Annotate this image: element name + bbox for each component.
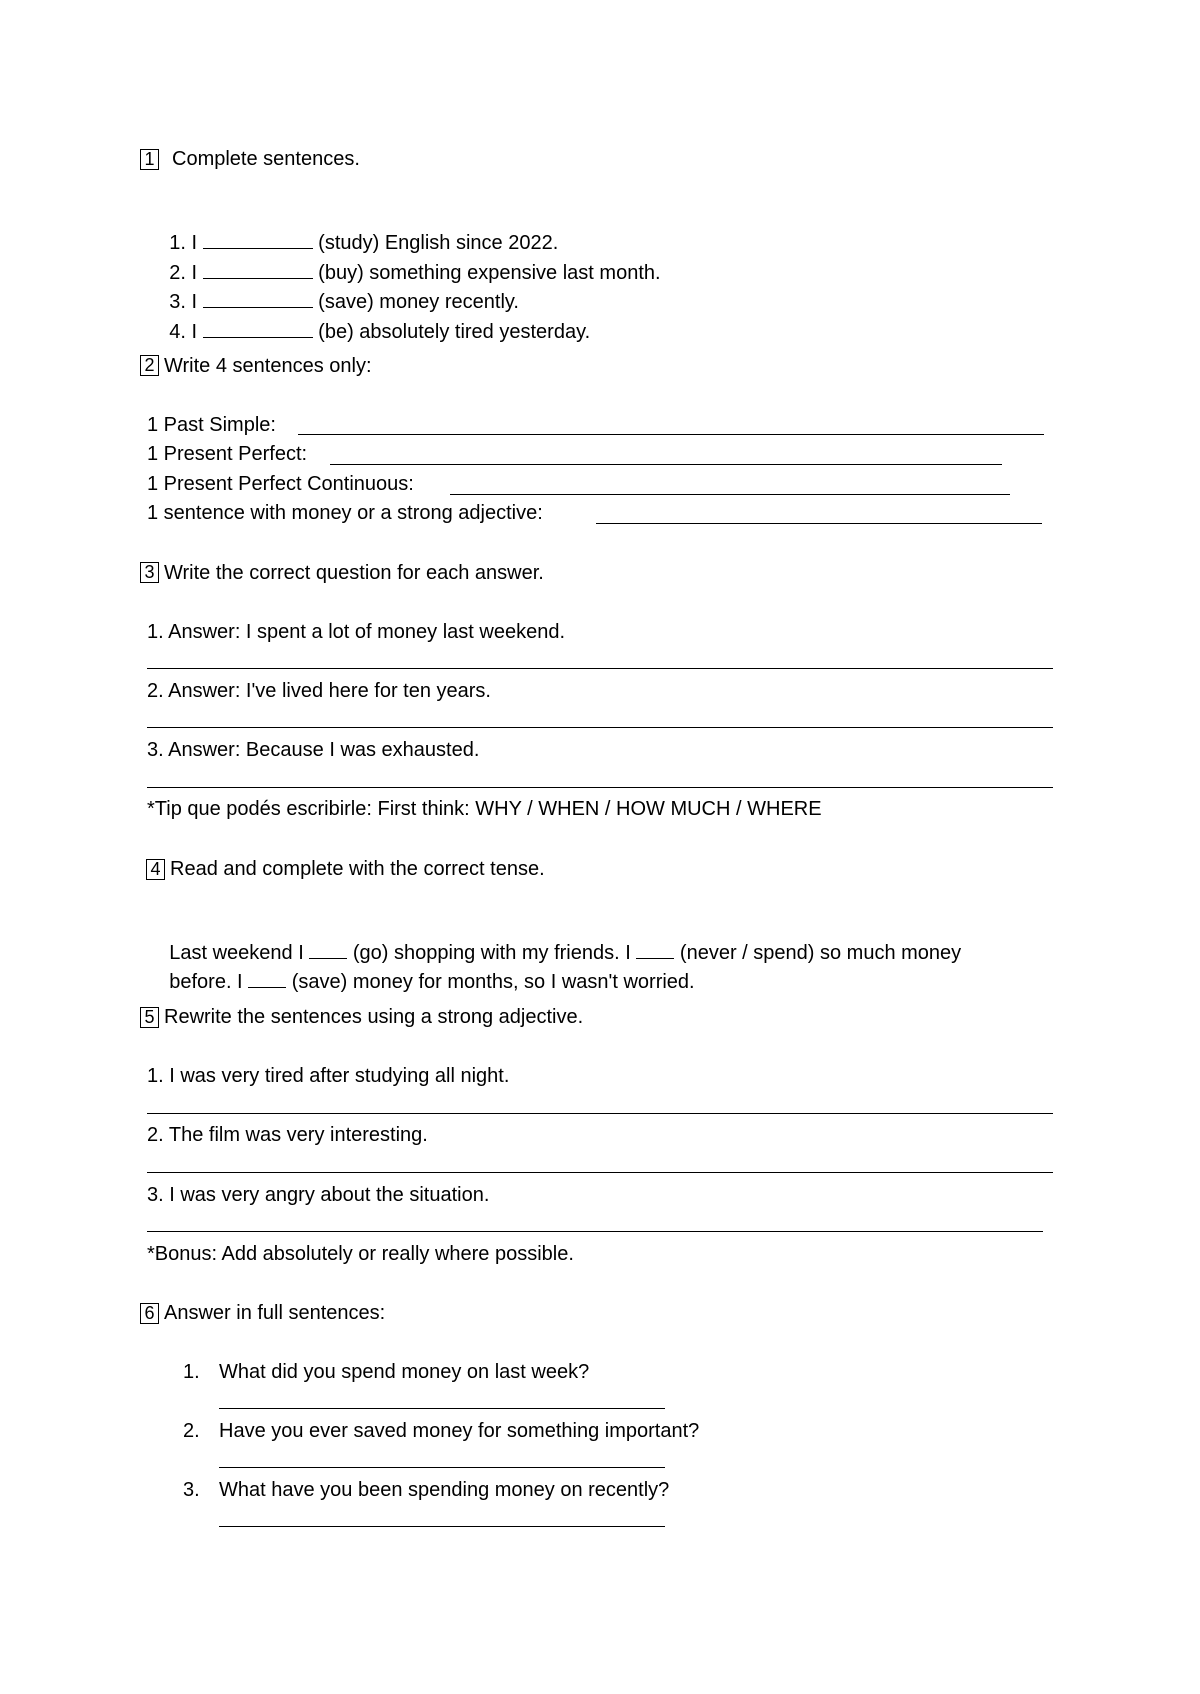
- s1-item-3-suffix: (save) money recently.: [318, 291, 519, 313]
- s1-item-4-prefix: 4. I: [169, 321, 198, 343]
- s6-item-2-answer-line[interactable]: [219, 1467, 665, 1468]
- section-1-title: Complete sentences.: [172, 148, 360, 170]
- s6-item-3-question: What have you been spending money on recently?: [219, 1479, 670, 1501]
- section-5-title: Rewrite the sentences using a strong adjective.: [164, 1006, 584, 1028]
- s5-item-1: 1. I was very tired after studying all night.: [147, 1065, 510, 1087]
- section-6-number-box: 6: [140, 1303, 159, 1324]
- s4-blank-3[interactable]: [248, 969, 286, 988]
- s2-item-3-answer-line[interactable]: [450, 494, 1010, 495]
- s2-item-2-label: 1 Present Perfect:: [147, 443, 308, 465]
- s3-item-3-answer-line[interactable]: [147, 787, 1053, 788]
- s1-item-1-suffix: (study) English since 2022.: [318, 232, 559, 254]
- s3-item-1-answer-line[interactable]: [147, 668, 1053, 669]
- section-5-number-box: 5: [140, 1007, 159, 1028]
- s3-item-3: 3. Answer: Because I was exhausted.: [147, 739, 480, 761]
- s3-item-2-answer-line[interactable]: [147, 727, 1053, 728]
- s4-part-5: (save) money for months, so I wasn't worried.: [291, 971, 695, 993]
- section-3-number-box: 3: [140, 562, 159, 583]
- s3-tip: *Tip que podés escribirle: First think: WHY / WHEN / HOW MUCH / WHERE: [147, 798, 822, 820]
- section-6-title: Answer in full sentences:: [164, 1302, 386, 1324]
- s5-item-2: 2. The film was very interesting.: [147, 1124, 428, 1146]
- s5-item-1-answer-line[interactable]: [147, 1113, 1053, 1114]
- s5-item-2-answer-line[interactable]: [147, 1172, 1053, 1173]
- s2-item-1-label: 1 Past Simple:: [147, 414, 276, 436]
- s3-item-1: 1. Answer: I spent a lot of money last weekend.: [147, 621, 566, 643]
- section-1-number-box: 1: [140, 149, 159, 170]
- s1-item-2-prefix: 2. I: [169, 262, 198, 284]
- s6-item-2-question: Have you ever saved money for something important?: [219, 1420, 700, 1442]
- s6-item-3-number: 3.: [183, 1479, 200, 1501]
- section-2-title: Write 4 sentences only:: [164, 355, 372, 377]
- section-3-title: Write the correct question for each answer.: [164, 562, 544, 584]
- s6-item-1-number: 1.: [183, 1361, 200, 1383]
- s1-item-4-suffix: (be) absolutely tired yesterday.: [318, 321, 591, 343]
- s4-part-4: before. I: [169, 971, 243, 993]
- s5-item-3: 3. I was very angry about the situation.: [147, 1184, 490, 1206]
- s2-item-1-answer-line[interactable]: [298, 434, 1044, 435]
- s6-item-2-number: 2.: [183, 1420, 200, 1442]
- s2-item-4-label: 1 sentence with money or a strong adjective:: [147, 502, 543, 524]
- s1-item-1-prefix: 1. I: [169, 232, 198, 254]
- s2-item-4-answer-line[interactable]: [596, 523, 1042, 524]
- s3-item-2: 2. Answer: I've lived here for ten years.: [147, 680, 491, 702]
- s4-part-2: (go) shopping with my friends. I: [352, 942, 631, 964]
- s1-item-2-suffix: (buy) something expensive last month.: [318, 262, 661, 284]
- s5-item-3-answer-line[interactable]: [147, 1231, 1043, 1232]
- section-4-title: Read and complete with the correct tense.: [170, 858, 545, 880]
- s6-item-3-answer-line[interactable]: [219, 1526, 665, 1527]
- s1-item-4-blank[interactable]: [203, 319, 313, 338]
- s4-part-3: (never / spend) so much money: [679, 942, 962, 964]
- section-4-number-box: 4: [146, 859, 165, 880]
- s4-part-1: Last weekend I: [169, 942, 304, 964]
- section-2-number-box: 2: [140, 355, 159, 376]
- s2-item-3-label: 1 Present Perfect Continuous:: [147, 473, 414, 495]
- s6-item-1-answer-line[interactable]: [219, 1408, 665, 1409]
- s2-item-2-answer-line[interactable]: [330, 464, 1002, 465]
- s1-item-3-prefix: 3. I: [169, 291, 198, 313]
- s6-item-1-question: What did you spend money on last week?: [219, 1361, 590, 1383]
- s5-bonus: *Bonus: Add absolutely or really where possible.: [147, 1243, 574, 1265]
